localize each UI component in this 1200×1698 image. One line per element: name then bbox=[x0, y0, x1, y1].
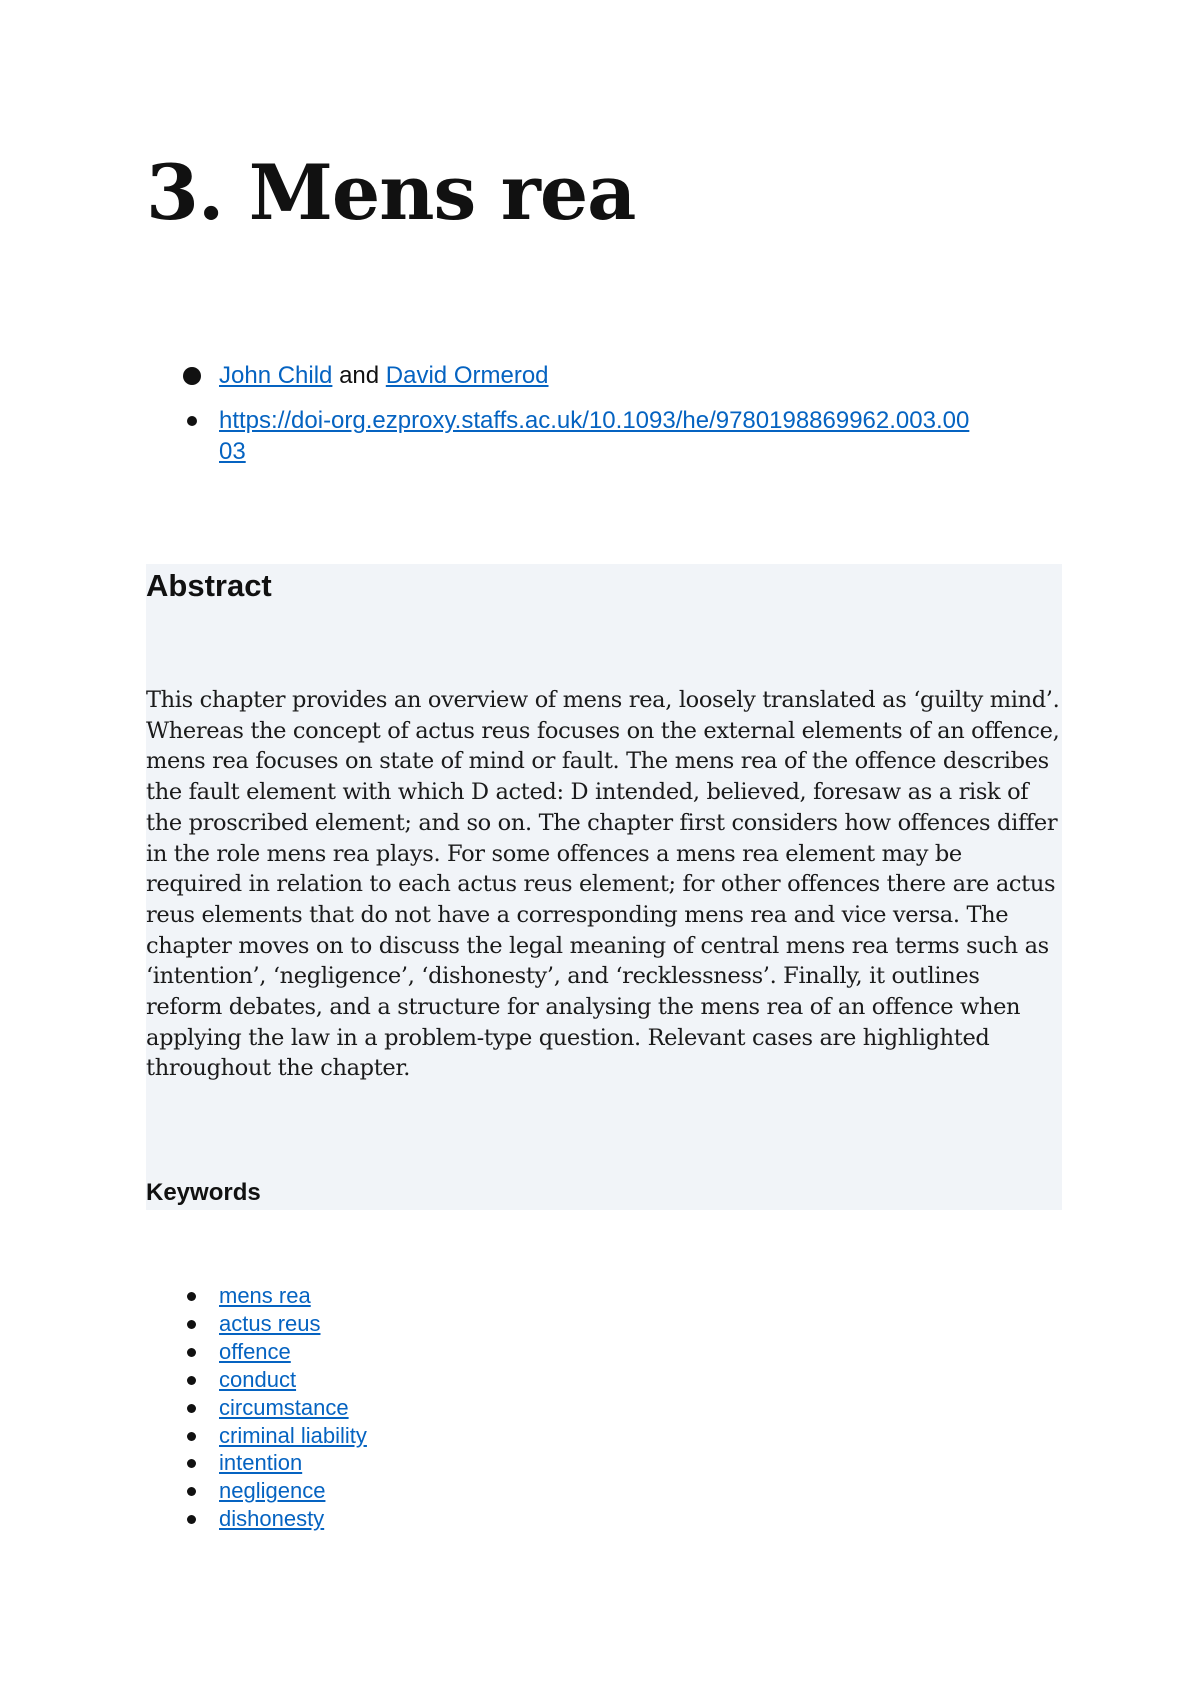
author-separator: and bbox=[332, 362, 386, 389]
keyword-item bbox=[183, 1394, 367, 1422]
author-link-john-child[interactable]: John Child bbox=[219, 362, 333, 389]
bullet-icon bbox=[183, 367, 201, 385]
keyword-link[interactable]: actus reus bbox=[219, 1310, 321, 1336]
keyword-link[interactable]: criminal liability bbox=[219, 1422, 367, 1448]
doi-item bbox=[183, 405, 1043, 467]
bullet-icon bbox=[187, 416, 197, 426]
author-link-david-ormerod[interactable]: David Ormerod bbox=[385, 362, 549, 389]
keyword-item bbox=[183, 1310, 367, 1338]
bullet-icon bbox=[187, 1292, 196, 1301]
keyword-link[interactable]: conduct bbox=[219, 1366, 297, 1392]
page-title: 3. Mens rea bbox=[146, 148, 636, 237]
doi-link[interactable]: https://doi-org.ezproxy.staffs.ac.uk/10.1093/he/9780198869962.003.0003 bbox=[219, 407, 970, 465]
keyword-item bbox=[183, 1366, 367, 1394]
keyword-item bbox=[183, 1338, 367, 1366]
bullet-icon bbox=[187, 1487, 196, 1496]
keyword-item bbox=[183, 1422, 367, 1450]
keyword-item bbox=[183, 1477, 367, 1505]
bullet-icon bbox=[187, 1432, 196, 1441]
bullet-icon bbox=[187, 1348, 196, 1357]
keyword-item bbox=[183, 1505, 367, 1533]
bullet-icon bbox=[187, 1320, 196, 1329]
keyword-list bbox=[183, 1282, 367, 1533]
abstract-heading: Abstract bbox=[146, 568, 272, 603]
keyword-link[interactable]: offence bbox=[219, 1338, 291, 1364]
keyword-link[interactable]: dishonesty bbox=[219, 1506, 325, 1532]
keyword-link[interactable]: intention bbox=[219, 1450, 303, 1476]
abstract-text: This chapter provides an overview of mens rea, loosely translated as ‘guilty mind’. Whereas the concept of actus reus focuses on the external elements of an offence, mens rea focuses on state of mind or fault. The mens rea of the offence describes the fault element with which D acted: D intended, believed, foresaw as a risk of the proscribed element; and so on. The chapter first considers how offences differ in the role mens rea plays. For some offences a mens rea element may be required in relation to each actus reus element; for other offences there are actus reus elements that do not have a corresponding mens rea and vice versa. The chapter moves on to discuss the legal meaning of central mens rea terms such as ‘intention’, ‘negligence’, ‘dishonesty’, and ‘recklessness’. Finally, it outlines reform debates, and a structure for analysing the mens rea of an offence when applying the law in a problem-type question. Relevant cases are highlighted throughout the chapter. bbox=[146, 687, 1060, 1082]
keyword-link[interactable]: mens rea bbox=[219, 1283, 311, 1308]
authors-item bbox=[183, 360, 1043, 405]
bullet-icon bbox=[187, 1404, 196, 1413]
keyword-link[interactable]: circumstance bbox=[219, 1394, 349, 1420]
bullet-icon bbox=[187, 1376, 196, 1385]
bullet-icon bbox=[187, 1515, 196, 1524]
bullet-icon bbox=[187, 1459, 196, 1468]
keyword-item bbox=[183, 1282, 367, 1310]
article-meta-list bbox=[183, 360, 1043, 467]
keyword-item bbox=[183, 1449, 367, 1477]
keyword-link[interactable]: negligence bbox=[219, 1478, 326, 1504]
keywords-heading: Keywords bbox=[146, 1179, 261, 1206]
